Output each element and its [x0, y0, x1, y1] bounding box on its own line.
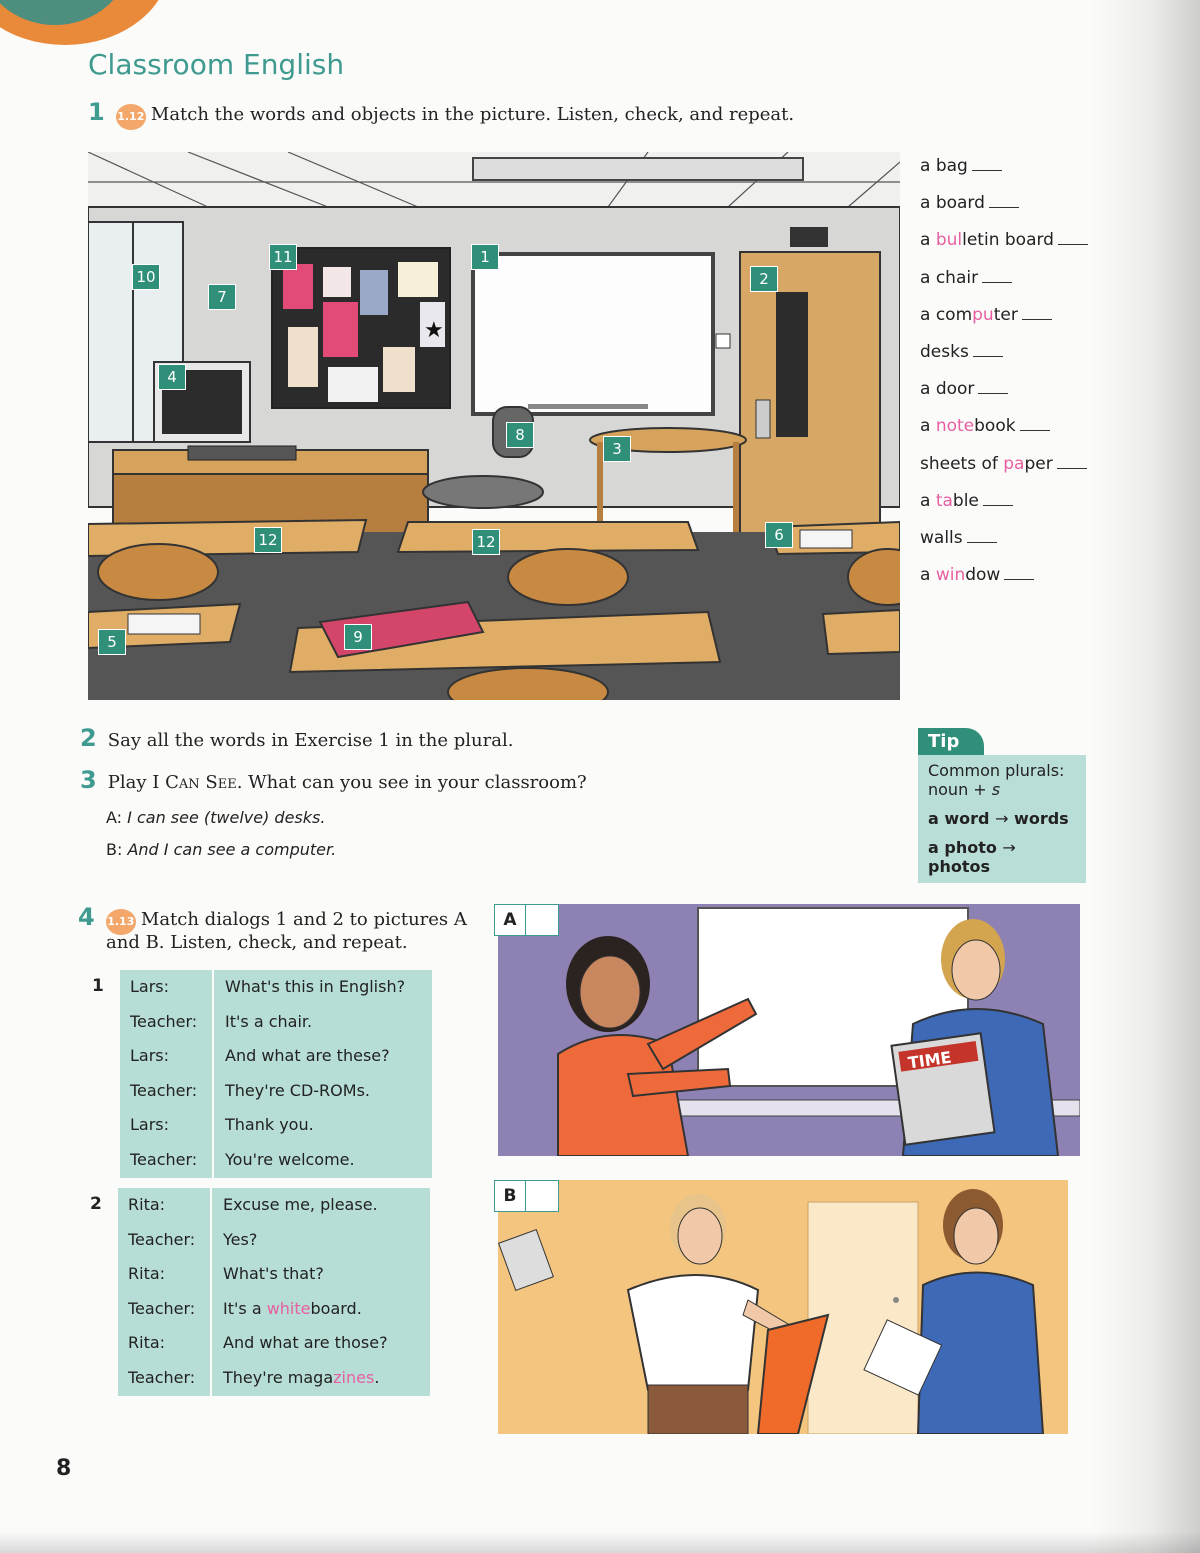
- answer-blank[interactable]: [1020, 430, 1050, 431]
- picture-b-illustration: [498, 1180, 1080, 1434]
- picture-label-11: 11: [269, 244, 297, 270]
- picture-label-12b: 12: [472, 529, 500, 555]
- exercise-2: [80, 724, 513, 752]
- exercise-2-number: 2: [80, 724, 97, 752]
- page-edge-shadow: [1090, 0, 1200, 1553]
- exercise-3-number: 3: [80, 766, 97, 794]
- picture-a-illustration: [498, 904, 1080, 1156]
- section-title: Classroom English: [88, 48, 345, 81]
- word-item: a chair: [920, 264, 1088, 301]
- dialog-2: [118, 1188, 430, 1396]
- dialog-1-number: 1: [92, 976, 104, 996]
- exercise-3-instruction: Play I Can See. What can you see in your classroom?: [107, 772, 587, 793]
- page-number: 8: [56, 1456, 72, 1481]
- word-item: walls: [920, 524, 1088, 561]
- picture-label-5: 5: [98, 629, 126, 655]
- dialog-line: Teacher: It's a whiteboard.: [128, 1298, 362, 1318]
- picture-b-answer-box[interactable]: [526, 1180, 559, 1212]
- exercise-4-instruction-line-1: Match dialogs 1 and 2 to pictures A: [140, 909, 467, 930]
- dialog-line: Rita: What's that?: [128, 1264, 324, 1284]
- picture-label-6: 6: [765, 522, 793, 548]
- magazine-cover-text: TIME: [906, 1047, 953, 1073]
- dialog-line: Lars: What's this in English?: [130, 977, 406, 996]
- audio-track-icon[interactable]: 1.12: [116, 104, 146, 130]
- answer-blank[interactable]: [978, 393, 1008, 394]
- picture-label-2: 2: [750, 266, 778, 292]
- classroom-picture: [88, 152, 900, 700]
- exercise-3-example-a: A: I can see (twelve) desks.: [106, 808, 326, 827]
- word-list: [920, 152, 1088, 598]
- picture-label-4: 4: [158, 364, 186, 390]
- dialog-line: Lars: And what are these?: [130, 1046, 390, 1066]
- word-item: a door: [920, 375, 1088, 412]
- answer-blank[interactable]: [973, 356, 1003, 357]
- picture-b-label: B: [494, 1180, 526, 1212]
- exercise-4-heading: [78, 903, 467, 935]
- word-item: a computer: [920, 301, 1088, 338]
- word-item: a bag: [920, 152, 1088, 189]
- dialog-line: Rita: Excuse me, please.: [128, 1195, 378, 1214]
- picture-a: [498, 904, 1080, 1156]
- picture-label-7: 7: [208, 284, 236, 310]
- tip-tab: Tip: [918, 728, 984, 756]
- dialog-line: Teacher: You're welcome.: [130, 1149, 355, 1169]
- dialog-line: Teacher: Yes?: [128, 1229, 258, 1249]
- exercise-1-number: 1: [88, 98, 105, 126]
- answer-blank[interactable]: [982, 282, 1012, 283]
- audio-track-icon[interactable]: 1.13: [106, 909, 136, 935]
- picture-a-answer-box[interactable]: [526, 904, 559, 936]
- dialog-2-number: 2: [90, 1194, 102, 1214]
- picture-label-1: 1: [471, 244, 499, 270]
- page-bottom-shadow: [0, 1531, 1200, 1553]
- word-item: a table: [920, 487, 1088, 524]
- answer-blank[interactable]: [967, 542, 997, 543]
- exercise-2-instruction: Say all the words in Exercise 1 in the plural.: [107, 730, 514, 751]
- dialog-line: Rita: And what are those?: [128, 1333, 388, 1353]
- picture-a-label: A: [494, 904, 526, 936]
- exercise-1-instruction: Match the words and objects in the picture. Listen, check, and repeat.: [150, 104, 795, 125]
- word-item: desks: [920, 338, 1088, 375]
- dialog-line: Lars: Thank you.: [130, 1115, 314, 1135]
- exercise-3-example-b: B: And I can see a computer.: [106, 840, 337, 859]
- answer-blank[interactable]: [972, 170, 1002, 171]
- dialog-line: Teacher: They're CD-ROMs.: [130, 1080, 370, 1100]
- answer-blank[interactable]: [1004, 579, 1034, 580]
- tip-example-2: a photo → photos: [928, 838, 1016, 876]
- picture-label-12a: 12: [254, 527, 282, 553]
- word-item: a board: [920, 189, 1088, 226]
- answer-blank[interactable]: [1057, 468, 1087, 469]
- tip-box: [918, 755, 1086, 883]
- dialog-1: [120, 970, 432, 1178]
- word-item: a bulletin board: [920, 226, 1088, 263]
- tip-example-1: a word → words: [928, 809, 1069, 828]
- classroom-illustration: [88, 152, 900, 700]
- tip-line-2: noun + s: [928, 780, 1001, 799]
- answer-blank[interactable]: [989, 207, 1019, 208]
- answer-blank[interactable]: [983, 505, 1013, 506]
- picture-label-9: 9: [344, 624, 372, 650]
- tip-line-1: Common plurals:: [928, 761, 1065, 780]
- picture-b: [498, 1180, 1080, 1434]
- dialog-line: Teacher: They're magazines.: [128, 1367, 380, 1387]
- word-item: sheets of paper: [920, 450, 1088, 487]
- answer-blank[interactable]: [1022, 319, 1052, 320]
- exercise-4-instruction-line-2: and B. Listen, check, and repeat.: [106, 932, 408, 953]
- svg-text:★: ★: [424, 318, 444, 343]
- picture-label-8: 8: [506, 422, 534, 448]
- exercise-3: [80, 766, 587, 794]
- answer-blank[interactable]: [1058, 244, 1088, 245]
- exercise-1-heading: [88, 98, 794, 130]
- word-item: a window: [920, 561, 1088, 598]
- picture-label-3: 3: [603, 436, 631, 462]
- dialog-line: Teacher: It's a chair.: [130, 1011, 313, 1031]
- picture-label-10: 10: [132, 264, 160, 290]
- exercise-4-number: 4: [78, 903, 95, 931]
- word-item: a notebook: [920, 412, 1088, 449]
